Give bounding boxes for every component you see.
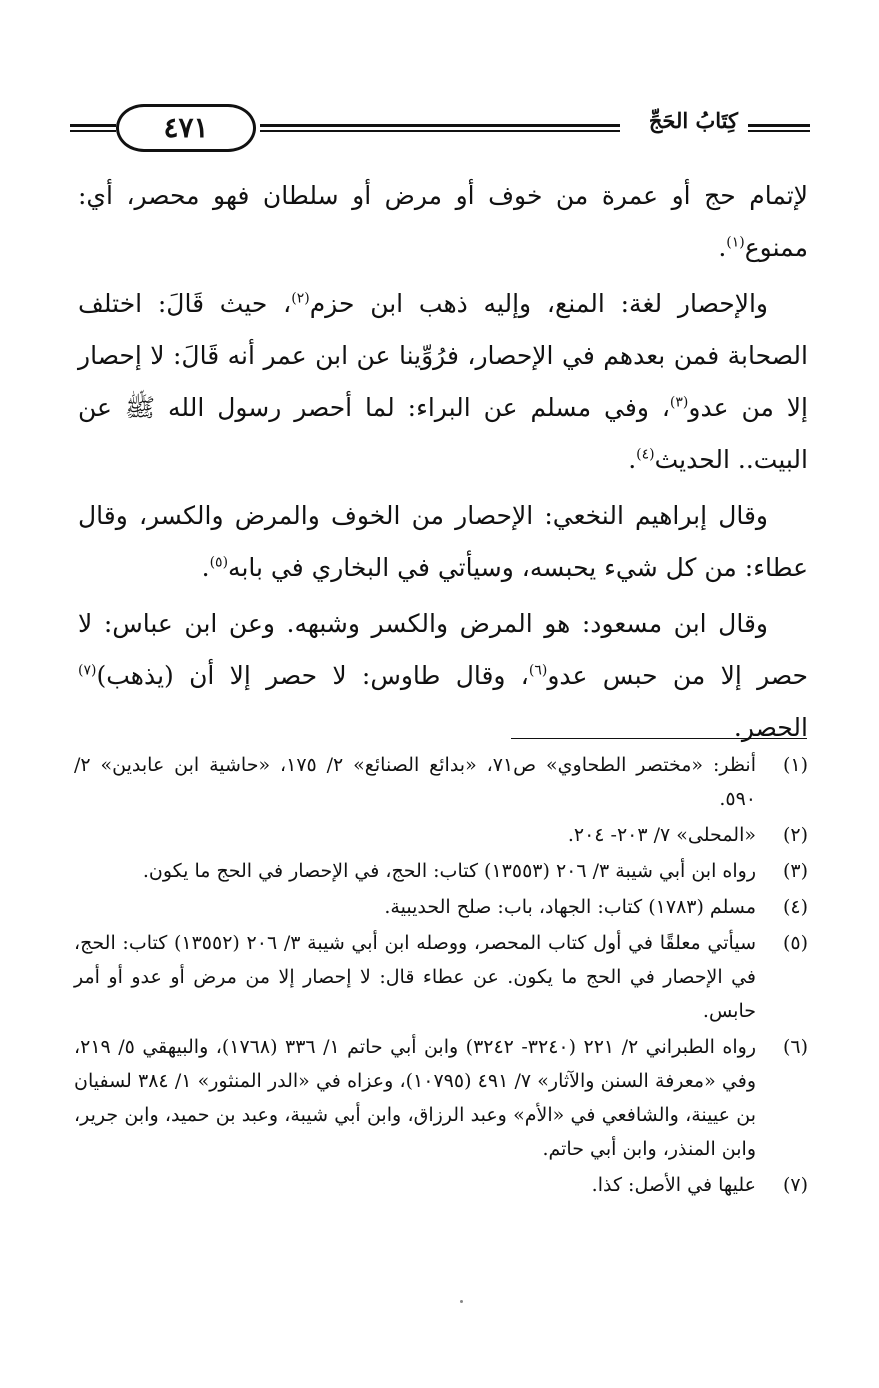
footnote-number: (٦) xyxy=(782,1036,808,1058)
footnote-5 xyxy=(74,926,808,1028)
footnotes xyxy=(74,748,808,1204)
header-rule-middle xyxy=(260,124,620,132)
paragraph-1: لإتمام حج أو عمرة من خوف أو مرض أو سلطان فهو محصر، أي: ممنوع$^{(١)}$. xyxy=(78,181,808,262)
page-header xyxy=(70,100,810,158)
footnote-ref[interactable]: (٥) xyxy=(209,554,229,571)
paragraph-3: وقال إبراهيم النخعي: الإحصار من الخوف والمرض والكسر، وقال عطاء: من كل شيء يحبسه، وسيأتي في البخاري في بابه$^{(٥)}$. xyxy=(78,501,808,582)
footnote-text: رواه ابن أبي شيبة ٣/ ٢٠٦ (١٣٥٥٣) كتاب: الحج، في الإحصار في الحج ما يكون. xyxy=(142,860,756,882)
footnote-text: مسلم (١٧٨٣) كتاب: الجهاد، باب: صلح الحديبية. xyxy=(384,896,756,918)
footnote-text: سيأتي معلقًا في أول كتاب المحصر، ووصله ابن أبي شيبة ٣/ ٢٠٦ (١٣٥٥٢) كتاب: الحج، في الإحصار في الحج ما يكون. عن عطاء قال: لا إحصار إلا من مرض أو عدو أو أمر حابس. xyxy=(74,932,756,1022)
footnote-ref[interactable]: (١) xyxy=(726,234,745,251)
footnote-text: أنظر: «مختصر الطحاوي» ص٧١، «بدائع الصنائع» ٢/ ١٧٥، «حاشية ابن عابدين» ٢/ ٥٩٠. xyxy=(74,754,756,810)
footnote-1 xyxy=(74,748,808,816)
footnote-text: عليها في الأصل: كذا. xyxy=(591,1174,756,1196)
header-rule-left xyxy=(70,124,116,132)
footnote-number: (٤) xyxy=(782,896,808,918)
footnote-ref[interactable]: (٢) xyxy=(291,290,310,307)
running-title: كِتَابُ الحَجِّ xyxy=(648,108,738,133)
paragraph-4: وقال ابن مسعود: هو المرض والكسر وشبهه. وعن ابن عباس: لا حصر إلا من حبس عدو$^{(٦)}$، وقال طاوس: لا حصر إلا أن (يذهب)$^{(٧)}$ الحصر. xyxy=(78,609,808,742)
footnote-number: (٥) xyxy=(782,932,808,954)
footnote-ref[interactable]: (٧) xyxy=(78,662,97,679)
page-number: ٤٧١ xyxy=(116,104,256,152)
footnote-ref[interactable]: (٤) xyxy=(636,446,655,463)
header-rule-right xyxy=(748,124,810,132)
footnote-7 xyxy=(74,1168,808,1202)
footnote-number: (٣) xyxy=(782,860,808,882)
footnote-text: «المحلى» ٧/ ٢٠٣- ٢٠٤. xyxy=(567,824,756,846)
footnote-separator xyxy=(511,738,807,739)
paragraph-2: والإحصار لغة: المنع، وإليه ذهب ابن حزم$^{(٢)}$، حيث قَالَ: اختلف الصحابة فمن بعدهم في الإحصار، فرُوِّينا عن ابن عمر أنه قَالَ: لا إحصار إلا من عدو$^{(٣)}$، وفي مسلم عن البراء: لما أحصر رسول الله ﷺ عن البيت.. الحديث$^{(٤)}$. xyxy=(78,289,808,474)
footnote-number: (٧) xyxy=(782,1174,808,1196)
footnote-6 xyxy=(74,1030,808,1166)
footnote-3 xyxy=(74,854,808,888)
footnote-ref[interactable]: (٦) xyxy=(528,662,548,679)
footnote-ref[interactable]: (٣) xyxy=(669,394,689,411)
footnote-4 xyxy=(74,890,808,924)
footnote-text: رواه الطبراني ٢/ ٢٢١ (٣٢٤٠- ٣٢٤٢) وابن أبي حاتم ١/ ٣٣٦ (١٧٦٨)، والبيهقي ٥/ ٢١٩، وفي «معرفة السنن والآثار» ٧/ ٤٩١ (١٠٧٩٥)، وعزاه في «الدر المنثور» ١/ ٣٨٤ لسفيان بن عيينة، والشافعي في «الأم» وعبد الرزاق، وابن أبي شيبة، وعبد بن حميد، وابن جرير، وابن المنذر، وابن أبي حاتم. xyxy=(74,1036,757,1160)
footnote-number: (٢) xyxy=(782,824,808,846)
footnote-number: (١) xyxy=(782,754,808,776)
scan-speck xyxy=(460,1300,463,1303)
footnote-2 xyxy=(74,818,808,852)
main-text xyxy=(78,170,808,758)
